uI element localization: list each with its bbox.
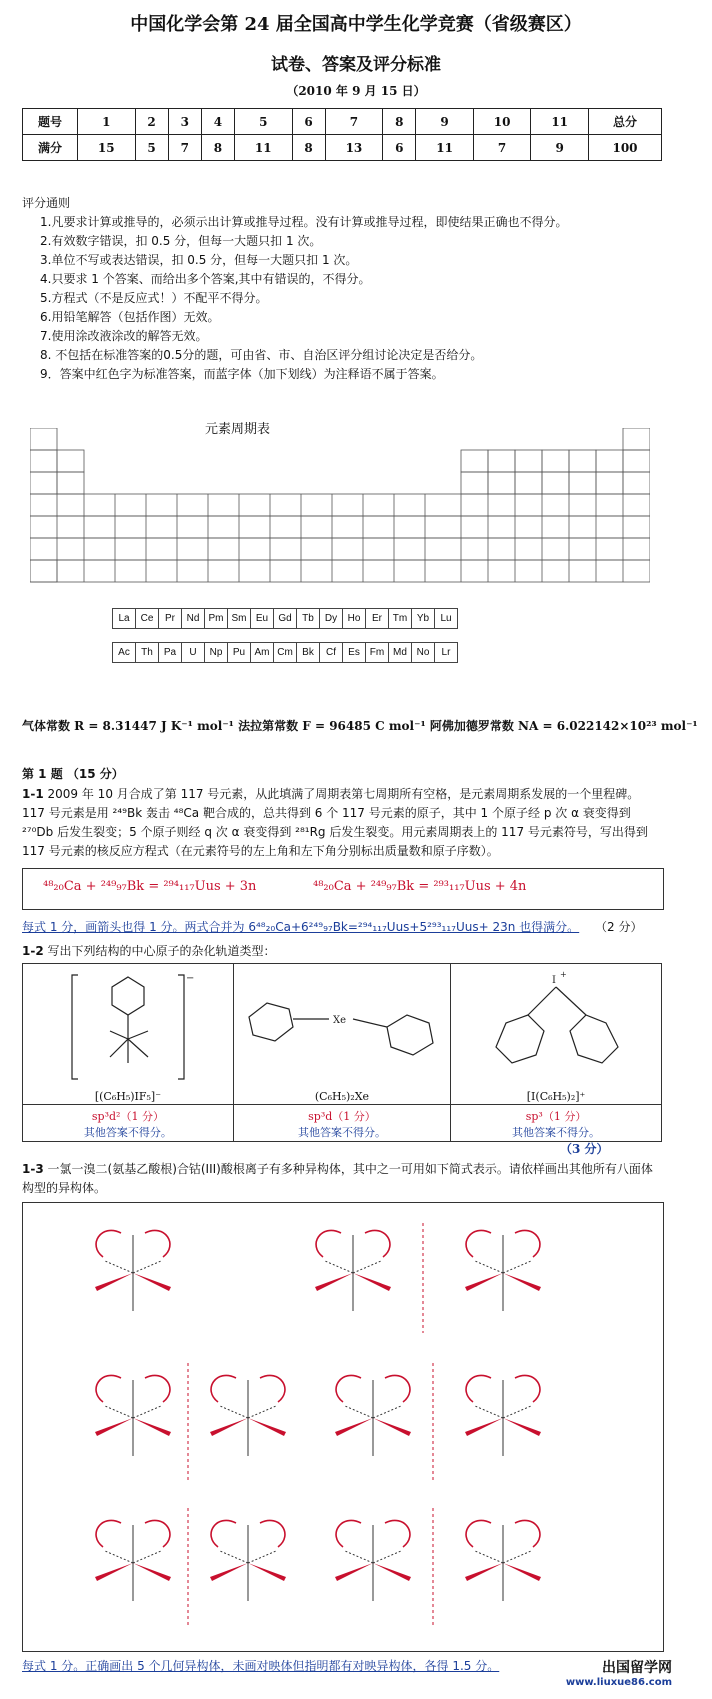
table-row: [23, 109, 662, 135]
other-answer-note: 其他答案不得分。: [83, 1126, 172, 1139]
element-cell: Cm: [273, 642, 297, 663]
rule-item: 4.只要求 1 个答案、而给出多个答案,其中有错误的，不得分。: [40, 272, 371, 286]
hybridization-answer: sp³（1 分）: [525, 1110, 587, 1123]
question-number: 4: [201, 109, 234, 135]
total-value: 100: [589, 135, 662, 161]
question-points: 6: [383, 135, 416, 161]
question-number: 8: [383, 109, 416, 135]
question-points: 8: [292, 135, 325, 161]
isomer-drawing-box: [22, 1202, 664, 1652]
question-points: 7: [473, 135, 531, 161]
element-cell: Np: [204, 642, 228, 663]
answer-cell: [233, 1105, 450, 1142]
isomer-scoring-note: [22, 1657, 542, 1676]
element-cell: Er: [365, 608, 389, 629]
nuclear-equation: ⁴⁸₂₀Ca + ²⁴⁹₉₇Bk = ²⁹³₁₁₇Uus + 4n: [313, 879, 527, 894]
element-cell: Sm: [227, 608, 251, 629]
question-number: 11: [531, 109, 589, 135]
physical-constants: 气体常数 R = 8.31447 J K⁻¹ mol⁻¹ 法拉第常数 F = 96485 C mol⁻¹ 阿佛加德罗常数 NA = 6.022142×10²³ mol⁻¹: [22, 719, 698, 733]
answer-cell: [23, 1105, 234, 1142]
subquestion-text: 2009 年 10 月合成了第 117 号元素，从此填满了周期表第七周期所有空格，是元素周期系发展的一个里程碑。117 号元素是用 ²⁴⁹Bk 轰击 ⁴⁸Ca 靶合成的，总共得到 6 个 117 号元素的原子，其中 1 个原子经 p 次 α 衰变得到 ²⁷⁰Db 后发生裂变；5 个原子则经 q 次 α 衰变得到 ²⁸¹Rg 后发生裂变。用元素周期表上的 117 号元素符号，写出得到 117 号元素的核反应方程式（在元素符号的左上角和左下角分别标出质量数和原子序数）。: [22, 787, 648, 858]
question-heading: 第 1 题 （15 分）: [22, 767, 124, 781]
lanthanide-row: [112, 608, 457, 629]
document-title: 中国化学会第 24 届全国高中学生化学竞赛（省级赛区）: [130, 14, 582, 35]
question-points: 5: [135, 135, 168, 161]
element-cell: Tm: [388, 608, 412, 629]
question-number: 9: [416, 109, 474, 135]
document-subtitle: 试卷、答案及评分标准: [271, 55, 441, 75]
subquestion-label: 1-2: [22, 944, 44, 958]
site-name: 出国留学网: [602, 1660, 672, 1676]
actinide-row: [112, 642, 457, 663]
question-points: 7: [168, 135, 201, 161]
structure-formula: [I(C₆H₅)₂]⁺: [526, 1090, 586, 1103]
element-cell: Cf: [319, 642, 343, 663]
question-1-1: [22, 785, 662, 861]
nuclear-equation: ⁴⁸₂₀Ca + ²⁴⁹₉₇Bk = ²⁹⁴₁₁₇Uus + 3n: [43, 879, 257, 894]
question-points: 15: [78, 135, 136, 161]
periodic-table-grid: [30, 428, 650, 628]
question-number: 5: [234, 109, 292, 135]
subquestion-label: 1-1: [22, 787, 44, 801]
rule-item: 9．答案中红色字为标准答案，而蓝字体（加下划线）为注释语不属于答案。: [40, 367, 444, 381]
rule-item: 1.凡要求计算或推导的，必须示出计算或推导过程。没有计算或推导过程，即使结果正确也不得分。: [40, 215, 568, 229]
element-cell: Md: [388, 642, 412, 663]
total-label: 总分: [589, 109, 662, 135]
element-cell: Dy: [319, 608, 343, 629]
structure-cell: [233, 964, 450, 1105]
question-number: 1: [78, 109, 136, 135]
structure-formula: (C₆H₅)₂Xe: [314, 1090, 370, 1103]
svg-text:+: +: [560, 970, 567, 979]
note-score: （2 分）: [595, 920, 643, 934]
periodic-table-label: 元素周期表: [205, 422, 271, 437]
score-table: [22, 108, 662, 161]
question-points: 8: [201, 135, 234, 161]
table-row: [23, 135, 662, 161]
element-cell: U: [181, 642, 205, 663]
element-cell: Am: [250, 642, 274, 663]
diphenyl-xenon-icon: [237, 967, 447, 1087]
hybridization-answer: sp³d（1 分）: [308, 1110, 376, 1123]
site-url: www.liuxue86.com: [565, 1677, 672, 1688]
scoring-rules: [22, 194, 567, 384]
question-number: 2: [135, 109, 168, 135]
site-logo: [566, 1657, 672, 1688]
element-cell: Lr: [434, 642, 458, 663]
element-cell: Tb: [296, 608, 320, 629]
other-answer-note: 其他答案不得分。: [512, 1126, 601, 1139]
element-cell: Yb: [411, 608, 435, 629]
element-cell: Ac: [112, 642, 136, 663]
element-cell: Pr: [158, 608, 182, 629]
rules-heading: 评分通则: [22, 196, 71, 210]
question-points: 9: [531, 135, 589, 161]
rule-item: 7.使用涂改液涂改的解答无效。: [40, 329, 208, 343]
element-cell: Lu: [434, 608, 458, 629]
structure-table: [22, 963, 662, 1142]
subquestion-text: 一氯一溴二(氨基乙酸根)合钴(III)酸根离子有多种异构体，其中之一可用如下简式表示。请依样画出其他所有八面体构型的异构体。: [22, 1162, 653, 1195]
periodic-table: [30, 418, 650, 618]
element-cell: Bk: [296, 642, 320, 663]
rule-item: 3.单位不写或表达错误，扣 0.5 分，但每一大题只扣 1 次。: [40, 253, 358, 267]
iodobenzene-pentafluoride-icon: [48, 967, 208, 1087]
table-row: [23, 1105, 662, 1142]
element-cell: Ce: [135, 608, 159, 629]
element-cell: Eu: [250, 608, 274, 629]
exam-date: （2010 年 9 月 15 日）: [286, 84, 426, 98]
subquestion-score: （3 分）: [560, 1142, 609, 1156]
note-text: 每式 1 分，画箭头也得 1 分。两式合并为 6⁴⁸₂₀Ca+6²⁴⁹₉₇Bk=²⁹⁴₁₁₇Uus+5²⁹³₁₁₇Uus+ 23n 也得满分。: [22, 920, 580, 934]
question-number: 6: [292, 109, 325, 135]
question-1-2: [22, 942, 276, 961]
question-points: 13: [325, 135, 383, 161]
scoring-note: [22, 918, 662, 937]
rule-item: 6.用铅笔解答（包括作图）无效。: [40, 310, 220, 324]
rule-item: 8. 不包括在标准答案的0.5分的题，可由省、市、自治区评分组讨论决定是否给分。: [40, 348, 483, 362]
element-cell: Pm: [204, 608, 228, 629]
question-number: 3: [168, 109, 201, 135]
row-label-points: 满分: [23, 135, 78, 161]
structure-cell: [451, 964, 662, 1105]
question-points: 11: [416, 135, 474, 161]
element-cell: Ho: [342, 608, 366, 629]
structure-cell: [23, 964, 234, 1105]
element-cell: Pu: [227, 642, 251, 663]
answer-box: [22, 868, 664, 910]
subquestion-label: 1-3: [22, 1162, 44, 1176]
other-answer-note: 其他答案不得分。: [297, 1126, 386, 1139]
rule-item: 2.有效数字错误，扣 0.5 分，但每一大题只扣 1 次。: [40, 234, 322, 248]
question-1-3: [22, 1160, 662, 1198]
diphenyl-iodonium-icon: [456, 967, 656, 1087]
element-cell: Nd: [181, 608, 205, 629]
svg-text:−: −: [185, 973, 195, 984]
table-row: [23, 964, 662, 1105]
structure-formula: [(C₆H₅)IF₅]⁻: [94, 1090, 162, 1103]
svg-text:I: I: [552, 975, 556, 986]
element-cell: La: [112, 608, 136, 629]
element-cell: Fm: [365, 642, 389, 663]
element-cell: Pa: [158, 642, 182, 663]
answer-cell: [451, 1105, 662, 1142]
question-number: 10: [473, 109, 531, 135]
row-label-question: 题号: [23, 109, 78, 135]
element-cell: Th: [135, 642, 159, 663]
element-cell: No: [411, 642, 435, 663]
note-text: 每式 1 分。正确画出 5 个几何异构体，未画对映体但指明都有对映异构体，各得 1.5 分。: [22, 1659, 500, 1673]
rule-item: 5.方程式（不是反应式！）不配平不得分。: [40, 291, 268, 305]
svg-text:Xe: Xe: [332, 1015, 347, 1026]
hybridization-answer: sp³d²（1 分）: [91, 1110, 164, 1123]
octahedral-isomers-icon: [23, 1203, 663, 1651]
question-points: 11: [234, 135, 292, 161]
subquestion-text: 写出下列结构的中心原子的杂化轨道类型：: [47, 944, 276, 958]
element-cell: Es: [342, 642, 366, 663]
element-cell: Gd: [273, 608, 297, 629]
question-number: 7: [325, 109, 383, 135]
